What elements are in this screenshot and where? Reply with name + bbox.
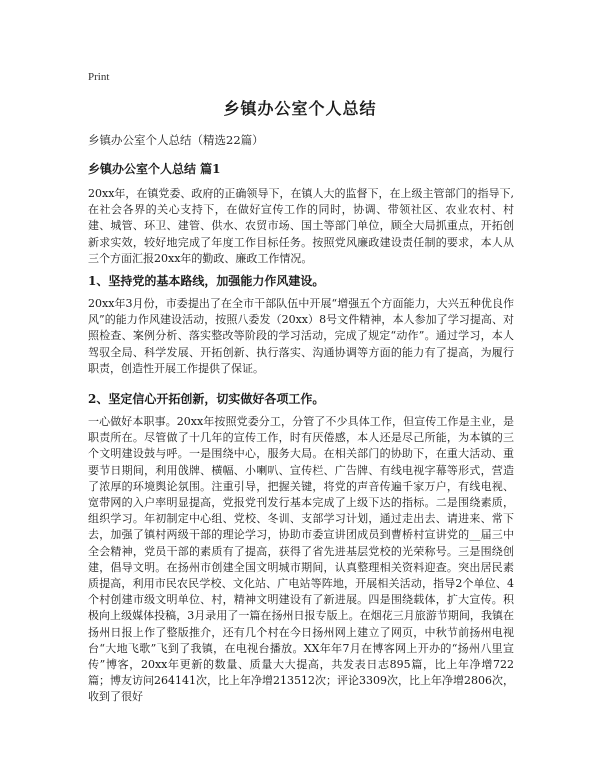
print-link[interactable]: Print (88, 71, 110, 83)
section-title: 乡镇办公室个人总结 篇1 (88, 162, 221, 176)
heading-2: 2、坚定信心开拓创新，切实做好各项工作。 (88, 392, 325, 406)
paragraph-work: 一心做好本职事。20xx年按照党委分工，分管了不少具体工作，但宣传工作是主业，是职责所在。尽管做了十几年的宣传工作，时有厌倦感，本人还是尽己所能，为本镇的三个文明建设鼓与呼。一是围绕中心，服务大局。在相关部门的协助下，在重大活动、重要节日期间，利用戗牌、横幅、小喇叭、宣传栏、广告牌、有线电视字幕等形式，营造了浓厚的环境舆论氛围。注重引导，把握关键，将党的声音传遍千家万户，有线电视、宽带网的入户率明显提高，党报党刊发行基本完成了上级下达的指标。二是围绕素质，组织学习。年初制定中心组、党校、冬训、支部学习计划，通过走出去、请进来、常下去，加强了镇村两级干部的理论学习，协助市委宣讲团成员到曹桥村宣讲党的__届三中全会精神，党员干部的素质有了提高，获得了省先进基层党校的光荣称号。三是围绕创建，倡导文明。在扬州市创建全国文明城市期间，认真整理相关资料迎查。突出居民素质提高，利用市民农民学校、文化站、广电站等阵地，开展相关活动，指导2个单位、4个村创建市级文明单位、村，精神文明建设有了新进展。四是围绕载体，扩大宣传。积极向上级媒体投稿，3月录用了一篇在扬州日报专版上。在烟花三月旅游节期间，我镇在扬州日报上作了整版推介，还有几个村在今日扬州网上建立了网页，中秋节前扬州电视台“大地飞歌”飞到了我镇，在电视台播放。XX年年7月在博客网上开办的“扬州八里宣传”博客，20xx年更新的数量、质量大大提高，共发表日志895篇，比上年净增722篇；博友访问264141次，比上年净增213512次；评论3309次，比上年净增2806次，收到了很好 (88, 415, 514, 704)
paragraph-ability: 20xx年3月份，市委提出了在全市干部队伍中开展“增强五个方面能力，大兴五种优良作风”的能力作风建设活动，按照八委发（20xx）8号文件精神，本人参加了学习提高、对照检查、案例分析、落实整改等阶段的学习活动，完成了规定“动作”。通过学习，本人驾驭全局、科学发展、开拓创新、执行落实、沟通协调等方面的能力有了提高，为履行职责，创造性开展工作提供了保证。 (88, 297, 514, 375)
document-subtitle: 乡镇办公室个人总结（精选22篇） (88, 133, 264, 147)
heading-1: 1、坚持党的基本路线，加强能力作风建设。 (88, 274, 325, 288)
paragraph-intro: 20xx年，在镇党委、政府的正确领导下，在镇人大的监督下，在上级主管部门的指导下,在社会各界的关心支持下，在做好宣传工作的同时，协调、带领社区、农业农村、村建、城管、环卫、建管、供水、农贸市场、国土等部门单位，顾全大局抓重点，开拓创新求实效，较好地完成了年度工作目标任务。按照党风廉政建设责任制的要求，本人从三个方面汇报20xx年的勤政、廉政工作情况。 (88, 187, 514, 265)
page-title: 乡镇办公室个人总结 (223, 99, 377, 118)
